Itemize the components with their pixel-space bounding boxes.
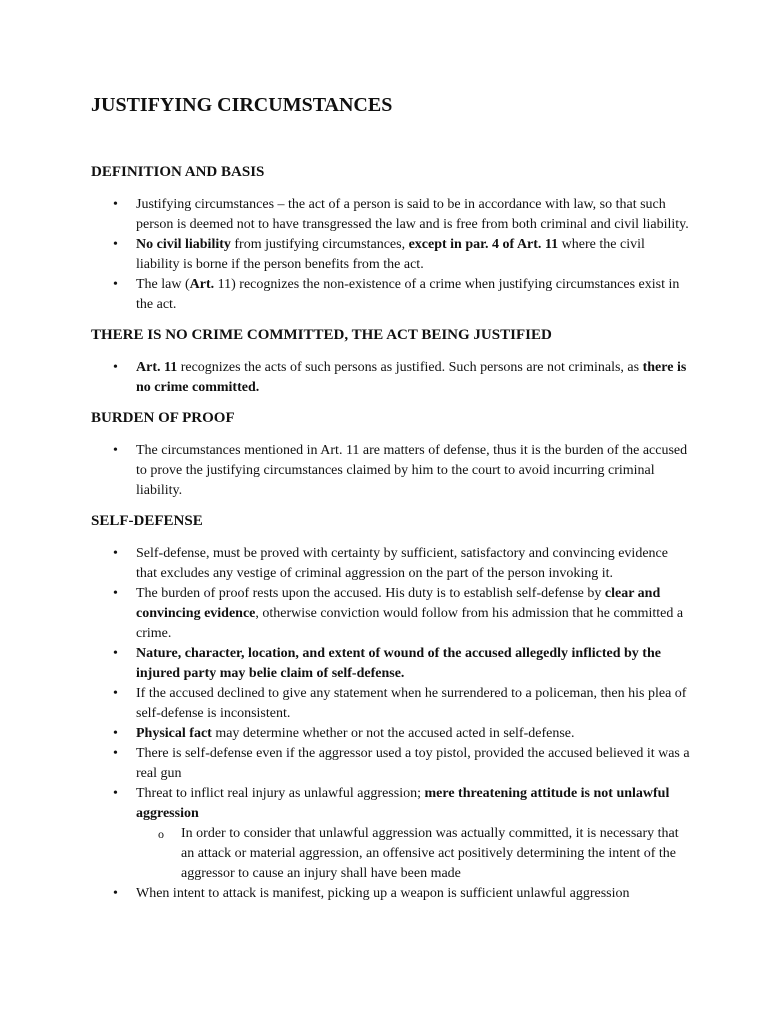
item-text: The circumstances mentioned in Art. 11 are matters of defense, thus it is the burden of the accused to prove the justifying circumstances claimed by him to the court to avoid incurring criminal liability. [136,443,688,498]
list-item [91,724,691,744]
item-text: When intent to attack is manifest, picking up a weapon is sufficient unlawful aggression [136,886,630,901]
item-text: from justifying circumstances, [230,237,409,252]
item-bold-text: Physical fact [136,726,212,741]
item-text: Self-defense, must be proved with certainty by sufficient, satisfactory and convincing evidence that excludes any vestige of criminal aggression on the part of the person invoking it. [136,546,668,581]
item-text: 11) recognizes the non-existence of a crime when justifying circumstances exist in the act. [136,277,680,312]
list-item [91,684,691,724]
no-crime-list [91,358,691,398]
item-text: The burden of proof rests upon the accused. His duty is to establish self-defense by [136,586,605,601]
item-text: may determine whether or not the accused acted in self-defense. [211,726,575,741]
bullet-icon: • [113,237,118,252]
section-heading-definition: DEFINITION AND BASIS [91,164,265,180]
item-text: In order to consider that unlawful aggression was actually committed, it is necessary that an attack or material aggression, an offensive act positively determining the intent of the aggressor to cause an injury shall have been made [181,826,679,881]
bullet-icon: • [113,686,118,701]
sub-list [136,824,691,884]
item-text: If the accused declined to give any statement when he surrendered to a policeman, then his plea of self-defense is inconsistent. [136,686,687,721]
item-bold-text: No civil liability [136,237,231,252]
list-item [91,744,691,784]
bullet-icon: • [113,786,118,801]
bullet-icon: • [113,277,118,292]
list-item [91,884,691,904]
burden-list [91,441,691,501]
document-title: JUSTIFYING CIRCUMSTANCES [91,94,393,116]
item-text: Threat to inflict real injury as unlawful aggression; [136,786,425,801]
section-heading-burden-of-proof: BURDEN OF PROOF [91,410,235,426]
document-page [91,92,691,914]
section-heading-self-defense: SELF-DEFENSE [91,513,203,529]
bullet-icon: • [113,586,118,601]
item-bold-text: mere threatening attitude is not unlawful aggression [136,786,670,821]
self-defense-list [91,544,691,904]
sub-list-item [136,824,691,884]
item-bold-text: except in par. 4 of Art. 11 [408,237,559,252]
item-bold-text: Art. 11 [136,360,178,375]
bullet-icon: • [113,546,118,561]
list-item [91,784,691,884]
item-text: recognizes the acts of such persons as justified. Such persons are not criminals, as [177,360,643,375]
bullet-icon: • [113,360,118,375]
bullet-icon: • [113,197,118,212]
item-bold-text: Nature, character, location, and extent of wound of the accused allegedly inflicted by the injured party may belie claim of self-defense. [136,646,661,681]
item-bold-text: there is no crime committed. [136,360,687,395]
list-item [91,195,691,235]
bullet-icon: • [113,746,118,761]
item-text: There is self-defense even if the aggressor used a toy pistol, provided the accused believed it was a real gun [136,746,690,781]
list-item [91,358,691,398]
bullet-icon: • [113,443,118,458]
item-text: The law ( [136,277,190,292]
definition-list [91,195,691,315]
list-item [91,275,691,315]
item-bold-text: Art. [189,277,215,292]
bullet-icon: • [113,886,118,901]
section-heading-no-crime: THERE IS NO CRIME COMMITTED, THE ACT BEING JUSTIFIED [91,327,552,343]
item-text: where the civil liability is borne if the person benefits from the act. [136,237,645,272]
list-item [91,441,691,501]
list-item [91,235,691,275]
list-item [91,644,691,684]
item-text: , otherwise conviction would follow from his admission that he committed a crime. [136,606,684,641]
circle-bullet-icon: o [158,827,164,841]
item-text: Justifying circumstances – the act of a person is said to be in accordance with law, so that such person is deemed not to have transgressed the law and is free from both criminal and civil liability. [136,197,689,232]
item-bold-text: clear and convincing evidence [136,586,661,621]
bullet-icon: • [113,646,118,661]
bullet-icon: • [113,726,118,741]
list-item [91,544,691,584]
list-item [91,584,691,644]
